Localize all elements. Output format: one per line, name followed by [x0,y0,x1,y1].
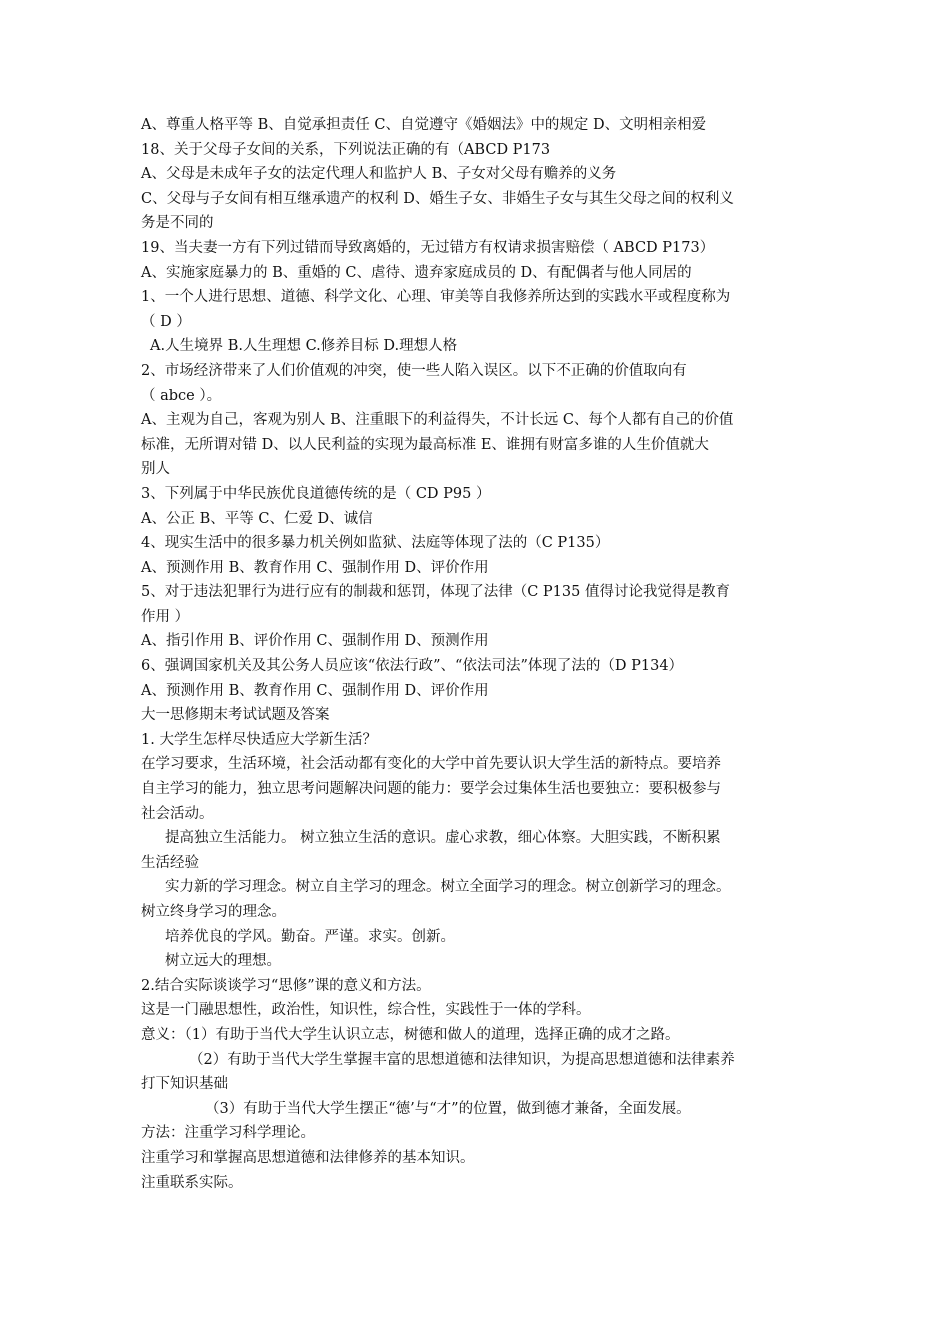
text-line: A、预测作用 B、教育作用 C、强制作用 D、评价作用 [141,682,489,699]
text-line: 社会活动。 [141,805,214,822]
text-line: A、尊重人格平等 B、自觉承担责任 C、自觉遵守《婚姻法》中的规定 D、文明相亲相爱 [141,117,707,133]
essay-question-2: 2.结合实际谈谈学习“思修”课的意义和方法。 [141,977,431,994]
text-line: 注重联系实际。 [141,1174,243,1191]
document-body [141,113,821,1195]
text-line: 标准，无所谓对错 D、以人民利益的实现为最高标准 E、谁拥有财富多谁的人生价值就大 [141,436,709,453]
text-line: 别人 [141,461,170,478]
text-line: A、父母是未成年子女的法定代理人和监护人 B、子女对父母有赡养的义务 [141,166,617,183]
text-line: A、主观为自己，客观为别人 B、注重眼下的利益得失，不计长远 C、每个人都有自己的价值 [141,412,734,429]
question-19: 19、当夫妻一方有下列过错而导致离婚的，无过错方有权请求损害赔偿（ ABCD P173） [141,239,715,256]
question-5: 5、对于违法犯罪行为进行应有的制裁和惩罚，体现了法律（C P135 值得讨论我觉得是教育 [141,584,730,601]
text-line: （3）有助于当代大学生摆正“德’与“才”的位置，做到德才兼备，全面发展。 [205,1100,691,1117]
text-line: 注重学习和掌握高思想道德和法律修养的基本知识。 [141,1149,475,1166]
text-line: （ D ） [141,313,191,330]
text-line: 生活经验 [141,854,199,871]
text-line: 自主学习的能力，独立思考问题解决问题的能力：要学会过集体生活也要独立：要积极参与 [141,781,721,798]
section-heading: 大一思修期末考试试题及答案 [141,707,330,724]
text-line: 方法：注重学习科学理论。 [141,1125,315,1142]
text-line: （ abce ）。 [141,387,222,404]
text-line: 树立终身学习的理念。 [141,904,286,920]
question-2: 2、市场经济带来了人们价值观的冲突，使一些人陷入误区。以下不正确的价值取向有 [141,362,687,379]
text-line: 作用 ） [141,608,190,625]
text-line: 树立远大的理想。 [165,953,281,970]
question-4: 4、现实生活中的很多暴力机关例如监狱、法庭等体现了法的（C P135） [141,535,610,552]
question-18: 18、关于父母子女间的关系，下列说法正确的有（ABCD P173 [141,141,551,158]
essay-question-1: 1. 大学生怎样尽快适应大学新生活？ [141,731,377,748]
text-line: 实力新的学习理念。树立自主学习的理念。树立全面学习的理念。树立创新学习的理念。 [165,879,731,896]
text-line: C、父母与子女间有相互继承遗产的权利 D、婚生子女、非婚生子女与其生父母之间的权利义 [141,190,734,207]
text-line: 打下知识基础 [141,1076,228,1093]
text-line: 提高独立生活能力。 树立独立生活的意识。虚心求教，细心体察。大胆实践，不断积累 [165,830,721,847]
text-line: A.人生境界 B.人生理想 C.修养目标 D.理想人格 [150,338,458,355]
text-line: 培养优良的学风。勤奋。严谨。求实。创新。 [165,928,455,945]
text-line: 在学习要求，生活环境，社会活动都有变化的大学中首先要认识大学生活的新特点。要培养 [141,756,721,773]
text-line: A、指引作用 B、评价作用 C、强制作用 D、预测作用 [141,633,489,650]
text-line: 意义：（1）有助于当代大学生认识立志，树德和做人的道理，选择正确的成才之路。 [141,1026,680,1043]
question-3: 3、下列属于中华民族优良道德传统的是（ CD P95 ） [141,485,491,502]
text-line: A、公正 B、平等 C、仁爱 D、诚信 [141,510,373,527]
text-line: 务是不同的 [141,215,214,232]
text-line: A、实施家庭暴力的 B、重婚的 C、虐待、遗弃家庭成员的 D、有配偶者与他人同居的 [141,264,692,281]
question-6: 6、强调国家机关及其公务人员应该“依法行政”、“依法司法”体现了法的（D P134） [141,658,684,675]
text-line: （2）有助于当代大学生掌握丰富的思想道德和法律知识，为提高思想道德和法律素养 [189,1051,735,1068]
text-line: A、预测作用 B、教育作用 C、强制作用 D、评价作用 [141,559,489,576]
question-1: 1、一个人进行思想、道德、科学文化、心理、审美等自我修养所达到的实践水平或程度称为 [141,289,731,306]
text-line: 这是一门融思想性，政治性，知识性，综合性，实践性于一体的学科。 [141,1002,591,1019]
